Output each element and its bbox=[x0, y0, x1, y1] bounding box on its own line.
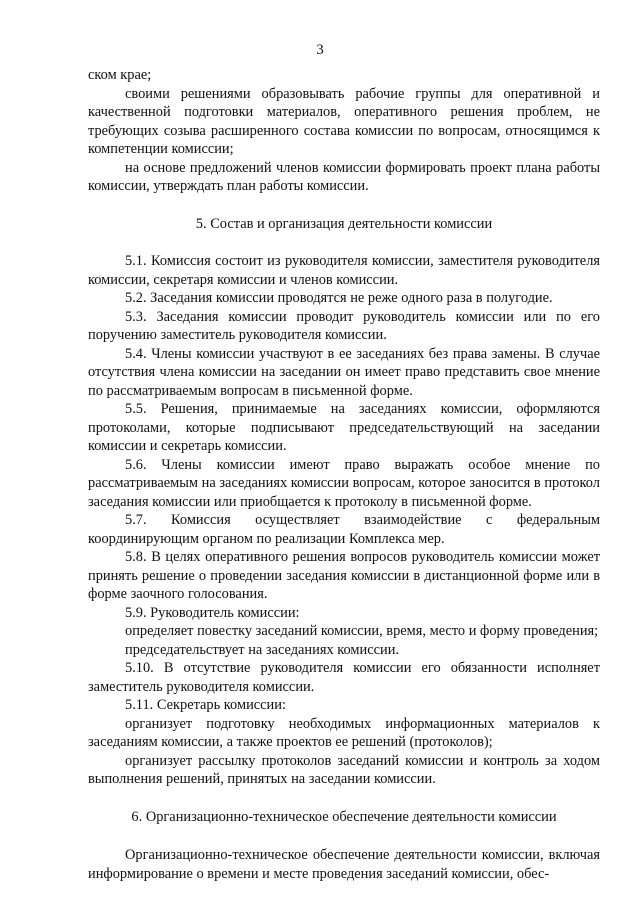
clause-5-11-materials: организует подготовку необходимых информационных материалов к заседаниям комиссии, а также проектов ее решений (протоколов); bbox=[88, 715, 600, 750]
clause-5-10: 5.10. В отсутствие руководителя комиссии его обязанности исполняет заместитель руководителя комиссии. bbox=[88, 660, 600, 695]
page-number: 3 bbox=[316, 42, 324, 58]
document-body bbox=[88, 66, 600, 883]
section-6-heading: 6. Организационно-техническое обеспечение деятельности комиссии bbox=[131, 808, 557, 825]
clause-5-7: 5.7. Комиссия осуществляет взаимодействие с федеральным координирующим органом по реализации Комплекса мер. bbox=[88, 512, 600, 547]
paragraph-working-groups: своими решениями образовывать рабочие группы для оперативной и качественной подготовки материалов, оперативного решения проблем, не требующих созыва расширенного состава комиссии по вопросам, относящимся к компетенции комиссии; bbox=[88, 85, 600, 157]
clause-5-1: 5.1. Комиссия состоит из руководителя комиссии, заместителя руководителя комиссии, секретаря комиссии и членов комиссии. bbox=[88, 253, 600, 288]
clause-5-9-agenda: определяет повестку заседаний комиссии, время, место и форму проведения; bbox=[125, 623, 599, 639]
clause-5-3: 5.3. Заседания комиссии проводит руководитель комиссии или по его поручению заместитель руководителя комиссии. bbox=[88, 308, 600, 343]
clause-5-8: 5.8. В целях оперативного решения вопросов руководитель комиссии может принять решение о проведении заседания комиссии в дистанционной форме или в форме заочного голосования. bbox=[88, 549, 600, 602]
section-5-heading: 5. Состав и организация деятельности комиссии bbox=[195, 215, 493, 232]
clause-5-11: 5.11. Секретарь комиссии: bbox=[125, 697, 286, 713]
paragraph-work-plan: на основе предложений членов комиссии формировать проект плана работы комиссии, утверждать план работы комиссии. bbox=[88, 159, 600, 194]
clause-5-11-distribution: организует рассылку протоколов заседаний комиссии и контроль за ходом выполнения решений, принятых на заседании комиссии. bbox=[88, 752, 600, 787]
section-6-intro: Организационно-техническое обеспечение деятельности комиссии, включая информирование о времени и месте проведения заседаний комиссии, обес- bbox=[88, 847, 600, 882]
clause-5-9: 5.9. Руководитель комиссии: bbox=[125, 604, 300, 621]
paragraph-continuation: ском крае; bbox=[88, 67, 152, 83]
clause-5-5: 5.5. Решения, принимаемые на заседаниях комиссии, оформляются протоколами, которые подписывают председательствующий на заседании комиссии и секретарь комиссии. bbox=[88, 401, 600, 454]
clause-5-6: 5.6. Члены комиссии имеют право выражать особое мнение по рассматриваемым на заседаниях комиссии вопросам, которое заносится в протокол заседания комиссии или приобщается к протоколу в письменной форме. bbox=[88, 456, 600, 510]
clause-5-9-chairs: председательствует на заседаниях комиссии. bbox=[125, 641, 399, 658]
clause-5-4: 5.4. Члены комиссии участвуют в ее заседаниях без права замены. В случае отсутствия члена комиссии на заседании он имеет право представить свое мнение по рассматриваемым вопросам в письменной форме. bbox=[88, 345, 600, 399]
clause-5-2: 5.2. Заседания комиссии проводятся не реже одного раза в полугодие. bbox=[125, 290, 553, 306]
